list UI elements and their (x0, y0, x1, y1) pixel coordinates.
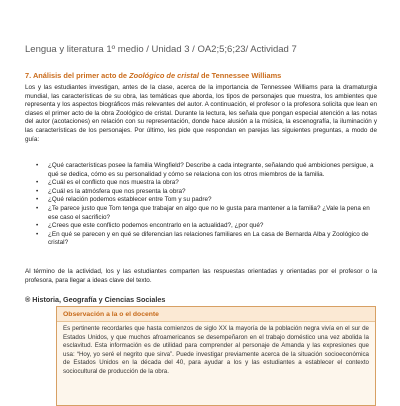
bullet-icon: • (36, 222, 39, 230)
question-item (36, 188, 378, 197)
page-header: Lengua y literatura 1º medio / Unidad 3 / OA2;5;6;23/ Actividad 7 (25, 44, 297, 55)
observation-text: Es pertinente recordarles que hasta comienzos de siglo XX la mayoría de la población negra vivía en el sur de Estados Unidos, y que muchos afroamericanos se desempeñaron en el trabajo doméstico una vez abolida la esclavitud. Esta información es de utilidad para comprender al personaje de Amanda y las expresiones que usa: “Hoy, yo seré el negrito que sirva”. Puede investigar previamente acerca de la situación socioeconómica de Estados Unidos en la década del 40, para ayudar a los y las estudiantes a establecer el contexto sociocultural de producción de la obra. (63, 325, 369, 375)
question-item (36, 162, 378, 179)
section-title-suffix: de Tennessee Williams (200, 71, 282, 80)
section-title-work: Zoológico de cristal (129, 71, 199, 80)
section-title-prefix: Análisis del primer acto de (32, 71, 128, 80)
question-text: ¿Qué relación podemos establecer entre Tom y su padre? (48, 196, 212, 204)
question-list (36, 162, 378, 248)
section-title (25, 71, 281, 80)
section-number: 7. (25, 71, 32, 80)
bullet-icon: • (36, 230, 39, 238)
teacher-observation-box (56, 306, 376, 406)
question-item (36, 205, 378, 222)
question-text: ¿Cuál es la atmósfera que nos presenta la obra? (48, 187, 186, 195)
question-text: ¿Cuál es el conflicto que nos muestra la obra? (48, 179, 179, 187)
question-item (36, 222, 378, 231)
question-text: ¿Crees que este conflicto podemos encontrarlo en la actualidad?, ¿por qué? (48, 222, 264, 230)
question-text: ¿Te parece justo que Tom tenga que trabajar en algo que no le gusta para mantener a la familia? ¿Vale la pena en ese caso el sacrificio? (48, 204, 370, 221)
bullet-icon: • (36, 187, 39, 195)
question-item (36, 196, 378, 205)
bullet-icon: • (36, 196, 39, 204)
subsection-heading: ® Historia, Geografía y Ciencias Sociales (25, 295, 166, 304)
bullet-icon: • (36, 162, 39, 169)
bullet-icon: • (36, 179, 39, 187)
closing-paragraph: Al término de la actividad, los y las estudiantes comparten las respuestas orientadas y orientadas por el profesor o la profesora, para llegar a ideas clave del texto. (25, 268, 377, 284)
observation-title: Observación a la o el docente (57, 307, 375, 322)
question-item (36, 179, 378, 188)
bullet-icon: • (36, 204, 39, 212)
question-text: ¿Qué características posee la familia Wingfield? Describe a cada integrante, señalando qué ambiciones persigue, a qué se dedica, cómo es su personalidad y cómo se relaciona con los otros miembros de la familia. (48, 162, 374, 178)
question-item (36, 231, 378, 248)
question-text: ¿En qué se parecen y en qué se diferencian las relaciones familiares en La casa de Bernarda Alba y Zoológico de cristal? (48, 230, 369, 247)
intro-paragraph: Los y las estudiantes investigan, antes de la clase, acerca de la importancia de Tennessee Williams para la dramaturgia mundial, las características de su obra, las temáticas que aborda, los tipos de personajes que muestra, los ambientes que representa y los aspectos biográficos más relevantes del autor. A continuación, el profesor o la profesora solicita que lean en clases el primer acto de la obra Zoológico de cristal. Durante la lectura, les señala que pongan especial atención a las notas del autor (acotaciones) en relación con su representación, donde hace alusión a la música, la escenografía, la iluminación y las características de los personajes. Por último, les pide que respondan en parejas las siguientes preguntas, a modo de guía: (25, 84, 377, 143)
